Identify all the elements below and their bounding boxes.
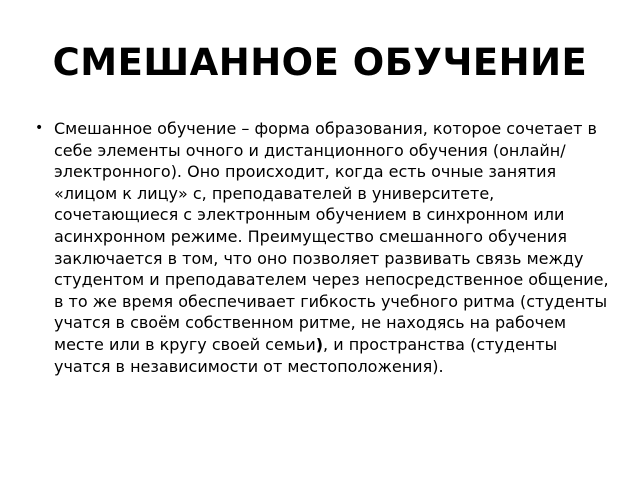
paragraph-text-end: , и пространства (студенты учатся в независимости от местоположения). (54, 334, 558, 376)
slide-title: СМЕШАННОЕ ОБУЧЕНИЕ (52, 41, 588, 84)
list-item (34, 118, 614, 377)
bullet-icon: • (35, 120, 44, 136)
paragraph-text-start: Смешанное обучение – форма образования, которое сочетает в себе элементы очного и дистанционного обучения (онлайн/ электронного). Оно происходит, когда есть очные занятия «лицом к лицу» с, преподавателей в университете, сочетающиеся с электронным обучением в синхронном или асинхронном режиме. Преимущество смешанного обучения заключается в том, что оно позволяет развивать связь между студентом и преподавателем через непосредственное общение, в то же время обеспечивает гибкость учебного ритма (студенты учатся в своём собственном ритме, не находясь на рабочем месте или в кругу своей семьи (54, 119, 609, 354)
paragraph-bold-paren: ) (315, 334, 324, 354)
bullet-list (34, 118, 614, 377)
